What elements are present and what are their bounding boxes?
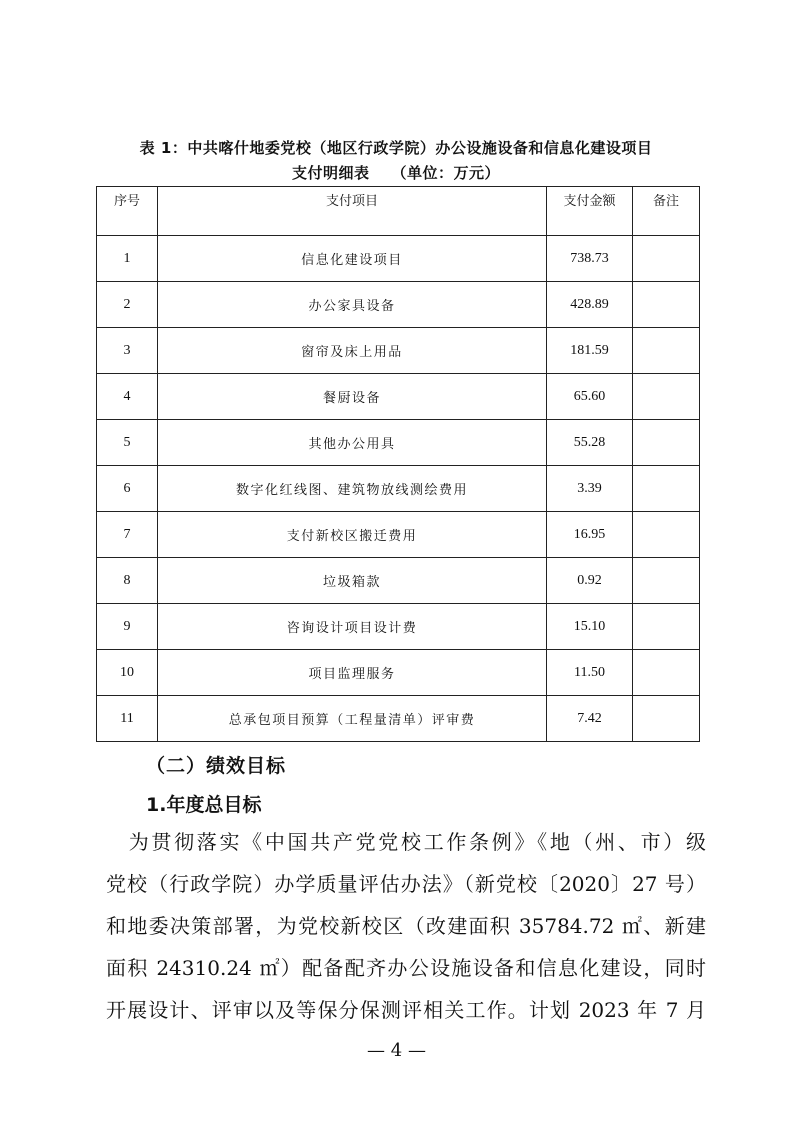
row-index: 7 [97, 512, 158, 558]
table-row [97, 650, 700, 696]
table-caption-line1: 表 1：中共喀什地委党校（地区行政学院）办公设施设备和信息化建设项目 [139, 139, 653, 157]
page-footer [0, 1040, 793, 1061]
table-row [97, 282, 700, 328]
header-amount: 支付金额 [547, 187, 633, 236]
table-row [97, 466, 700, 512]
row-item: 其他办公用具 [158, 420, 547, 466]
row-amount: 16.95 [547, 512, 633, 558]
table-row [97, 328, 700, 374]
row-amount: 7.42 [547, 696, 633, 742]
footer-dash-right: — [407, 1040, 426, 1061]
row-note [633, 374, 700, 420]
row-note [633, 604, 700, 650]
paragraph-line: 和地委决策部署，为党校新校区（改建面积 35784.72 ㎡、新建 [106, 914, 706, 938]
header-item: 支付项目 [158, 187, 547, 236]
paragraph-line: 开展设计、评审以及等保分保测评相关工作。计划 2023 年 7 月 [106, 998, 706, 1022]
row-note [633, 696, 700, 742]
table-row [97, 604, 700, 650]
row-item: 项目监理服务 [158, 650, 547, 696]
header-note: 备注 [633, 187, 700, 236]
footer-dash-left: — [367, 1040, 386, 1061]
row-note [633, 328, 700, 374]
page-number: 4 [390, 1040, 403, 1061]
row-amount: 428.89 [547, 282, 633, 328]
row-amount: 11.50 [547, 650, 633, 696]
row-index: 10 [97, 650, 158, 696]
row-item: 支付新校区搬迁费用 [158, 512, 547, 558]
row-note [633, 420, 700, 466]
row-note [633, 236, 700, 282]
row-note [633, 282, 700, 328]
row-item: 数字化红线图、建筑物放线测绘费用 [158, 466, 547, 512]
row-item: 窗帘及床上用品 [158, 328, 547, 374]
row-amount: 738.73 [547, 236, 633, 282]
table-row [97, 512, 700, 558]
row-amount: 181.59 [547, 328, 633, 374]
row-index: 9 [97, 604, 158, 650]
row-note [633, 512, 700, 558]
row-index: 1 [97, 236, 158, 282]
row-item: 咨询设计项目设计费 [158, 604, 547, 650]
paragraph-line: 面积 24310.24 ㎡）配备配齐办公设施设备和信息化建设，同时 [106, 956, 706, 980]
row-index: 11 [97, 696, 158, 742]
row-item: 餐厨设备 [158, 374, 547, 420]
paragraph-line: 为贯彻落实《中国共产党党校工作条例》《地（州、市）级 [106, 830, 706, 854]
table-caption-line2 [96, 162, 696, 183]
table-header-row [97, 187, 700, 236]
row-item: 垃圾箱款 [158, 558, 547, 604]
table-row [97, 236, 700, 282]
section-heading: （二）绩效目标 [146, 755, 287, 777]
payment-detail-table [96, 186, 700, 742]
row-index: 8 [97, 558, 158, 604]
row-index: 3 [97, 328, 158, 374]
row-item: 办公家具设备 [158, 282, 547, 328]
row-index: 5 [97, 420, 158, 466]
table-caption-unit: （单位：万元） [391, 164, 501, 182]
row-amount: 15.10 [547, 604, 633, 650]
table-row [97, 558, 700, 604]
body-paragraph [106, 821, 706, 1031]
header-index: 序号 [97, 187, 158, 236]
row-amount: 3.39 [547, 466, 633, 512]
row-item: 总承包项目预算（工程量清单）评审费 [158, 696, 547, 742]
table-row [97, 696, 700, 742]
sub-heading: 1.年度总目标 [146, 794, 262, 816]
row-note [633, 466, 700, 512]
row-amount: 55.28 [547, 420, 633, 466]
paragraph-line: 党校（行政学院）办学质量评估办法》（新党校〔2020〕27 号） [106, 872, 706, 896]
row-note [633, 558, 700, 604]
row-index: 6 [97, 466, 158, 512]
row-index: 2 [97, 282, 158, 328]
row-note [633, 650, 700, 696]
row-amount: 65.60 [547, 374, 633, 420]
table-caption-title: 支付明细表 [291, 164, 370, 182]
row-item: 信息化建设项目 [158, 236, 547, 282]
row-index: 4 [97, 374, 158, 420]
row-amount: 0.92 [547, 558, 633, 604]
table-row [97, 420, 700, 466]
table-row [97, 374, 700, 420]
